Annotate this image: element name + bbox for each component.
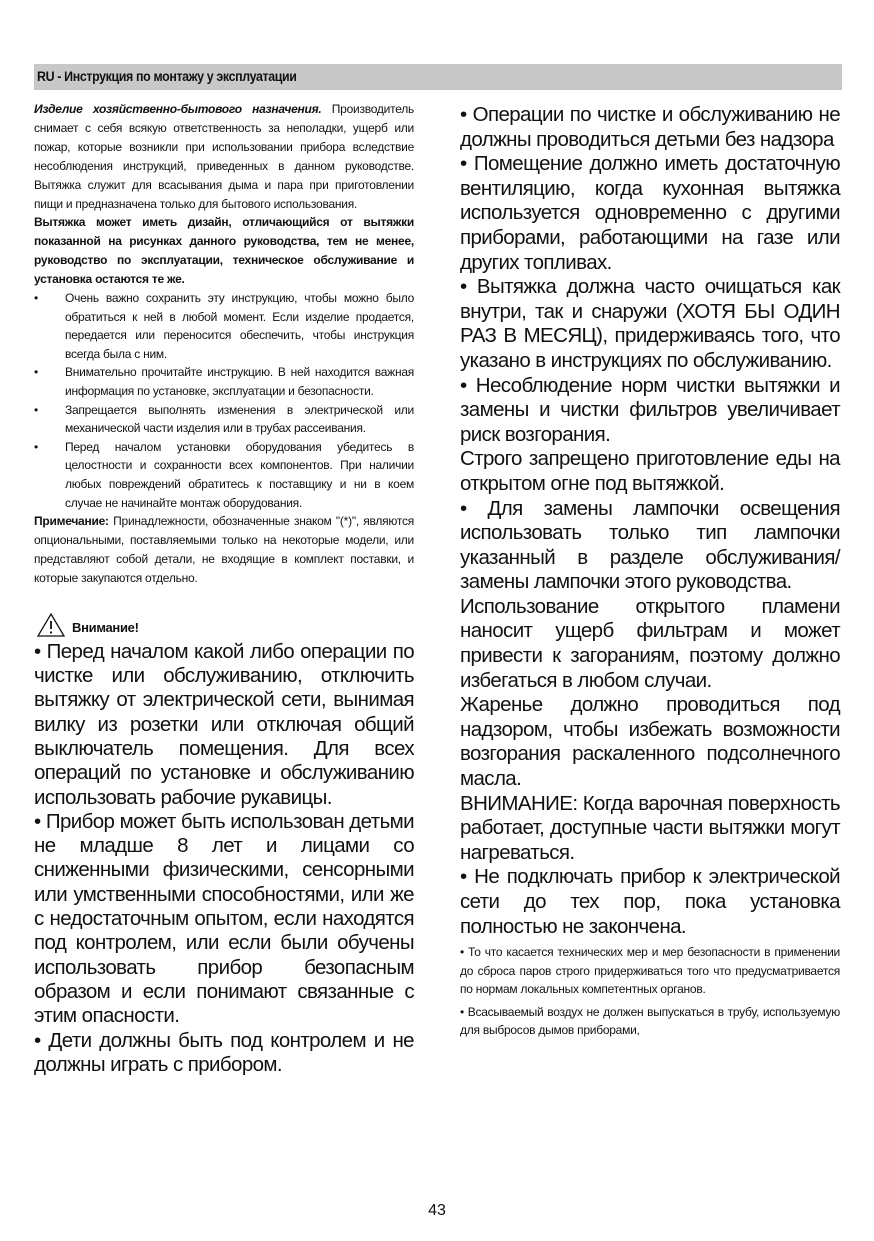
warning-heading <box>34 610 414 640</box>
list-item: • Внимательно прочитайте инструкцию. В ней находится важная информация по установке, эксплуатации и безопасности. <box>34 365 414 399</box>
warning-paragraph: • Для замены лампочки освещения использовать только тип лампочки указанный в разделе обслуживания/замены лампочки этого руководства. <box>460 496 840 594</box>
left-column <box>34 100 414 1077</box>
design-note-paragraph: Вытяжка может иметь дизайн, отличающийся от вытяжки показанной на рисунках данного руководства, тем не менее, руководство по эксплуатации, техническое обслуживание и установка остаются те же. <box>34 215 414 287</box>
warning-paragraph: Жаренье должно проводиться под надзором, чтобы избежать возможности возгорания раскаленного подсолнечного масла. <box>460 693 840 791</box>
right-column <box>460 103 840 1040</box>
page-number: 43 <box>428 1202 446 1219</box>
technical-measures-paragraph: • То что касается технических мер и мер безопасности в применении до сброса паров строго придерживаться того что предусматривается по нормам локальных компетентных органов. <box>460 945 840 997</box>
warning-paragraph: Строго запрещено приготовление еды на открытом огне под вытяжкой. <box>460 447 840 495</box>
section-header-title: RU - Инструкция по монтажу у эксплуатации <box>37 69 297 84</box>
warning-paragraph-children-play: • Дети должны быть под контролем и не должны играть с прибором. <box>34 1028 414 1076</box>
warning-paragraph: • Не подключать прибор к электрической сети до тех пор, пока установка полностью не закончена. <box>460 865 840 938</box>
bullet-icon: • <box>34 439 38 454</box>
exhaust-air-paragraph: • Всасываемый воздух не должен выпускаться в трубу, используемую для выбросов дымов приборами, <box>460 1004 840 1038</box>
list-item: • Запрещается выполнять изменения в электрической или механической части изделия или в трубах рассеивания. <box>34 402 414 436</box>
warning-paragraph: Использование открытого пламени наносит ущерб фильтрам и может привести к загораниям, поэтому должно избегаться в любом случаи. <box>460 594 840 692</box>
note-paragraph <box>34 512 414 588</box>
warning-paragraph-children-age: • Прибор может быть использован детьми не младше 8 лет и лицами со сниженными физическими, сенсорными или умственными способностями, или же с недостаточным опытом, если находятся под контролем, или если были обучены использовать прибор безопасным образом и если понимают связанные с этим опасности. <box>34 809 414 1028</box>
intro-italic-heading: Изделие хозяйственно-бытового назначения. <box>34 102 322 116</box>
section-header-bar <box>34 64 842 90</box>
safety-bullet-list <box>34 289 414 512</box>
bullet-icon: • <box>34 291 38 306</box>
warning-paragraph: • Помещение должно иметь достаточную вентиляцию, когда кухонная вытяжка используется одновременно с другими приборами, работающими на газе или других топливах. <box>460 152 840 274</box>
warning-paragraph: ВНИМАНИЕ: Когда варочная поверхность работает, доступные части вытяжки могут нагреваться. <box>460 791 840 864</box>
note-label: Примечание: <box>34 514 109 529</box>
bullet-icon: • <box>34 365 38 380</box>
intro-text: Производитель снимает с себя всякую ответственность за неполадки, ущерб или пожар, которые возникли при использовании прибора вследствие несоблюдения инструкций, приведенных в данном руководстве. Вытяжка служит для всасывания дыма и пара при приготовлении пищи и предназначена только для бытового использования. <box>34 102 414 211</box>
warning-paragraph: • Несоблюдение норм чистки вытяжки и замены и чистки фильтров увеличивает риск возгорания. <box>460 373 840 446</box>
warning-label: Внимание! <box>72 620 139 636</box>
warning-paragraph-disconnect: • Перед началом какой либо операции по чистке или обслуживанию, отключить вытяжку от электрической сети, вынимая вилку из розетки или отключая общий выключатель помещения. Для всех операций по установке и обслуживанию использовать рабочие рукавицы. <box>34 639 414 809</box>
bullet-icon: • <box>34 402 38 417</box>
list-item: • Очень важно сохранить эту инструкцию, чтобы можно было обратиться к ней в любой момент. Если изделие продается, передается или переносится обеспечить, чтобы инструкция всегда была с ним. <box>34 291 414 361</box>
warning-paragraph: • Операции по чистке и обслуживанию не должны проводиться детьми без надзора <box>460 103 840 151</box>
list-item: • Перед началом установки оборудования убедитесь в целостности и сохранности всех компонентов. При наличии любых повреждений обратитесь к поставщику и ни в коем случае не начинайте монтаж оборудования. <box>34 439 414 510</box>
warning-paragraph: • Вытяжка должна часто очищаться как внутри, так и снаружи (ХОТЯ БЫ ОДИН РАЗ В МЕСЯЦ), придерживаясь того, что указано в инструкциях по обслуживанию. <box>460 275 840 372</box>
note-text: Принадлежности, обозначенные знаком "(*)", являются опциональными, поставляемыми только на некоторые модели, или представляют собой детали, не входящие в комплект поставки, и которые закупаются отдельно. <box>34 514 414 585</box>
intro-paragraph <box>34 100 414 213</box>
warning-triangle-icon <box>36 612 66 638</box>
